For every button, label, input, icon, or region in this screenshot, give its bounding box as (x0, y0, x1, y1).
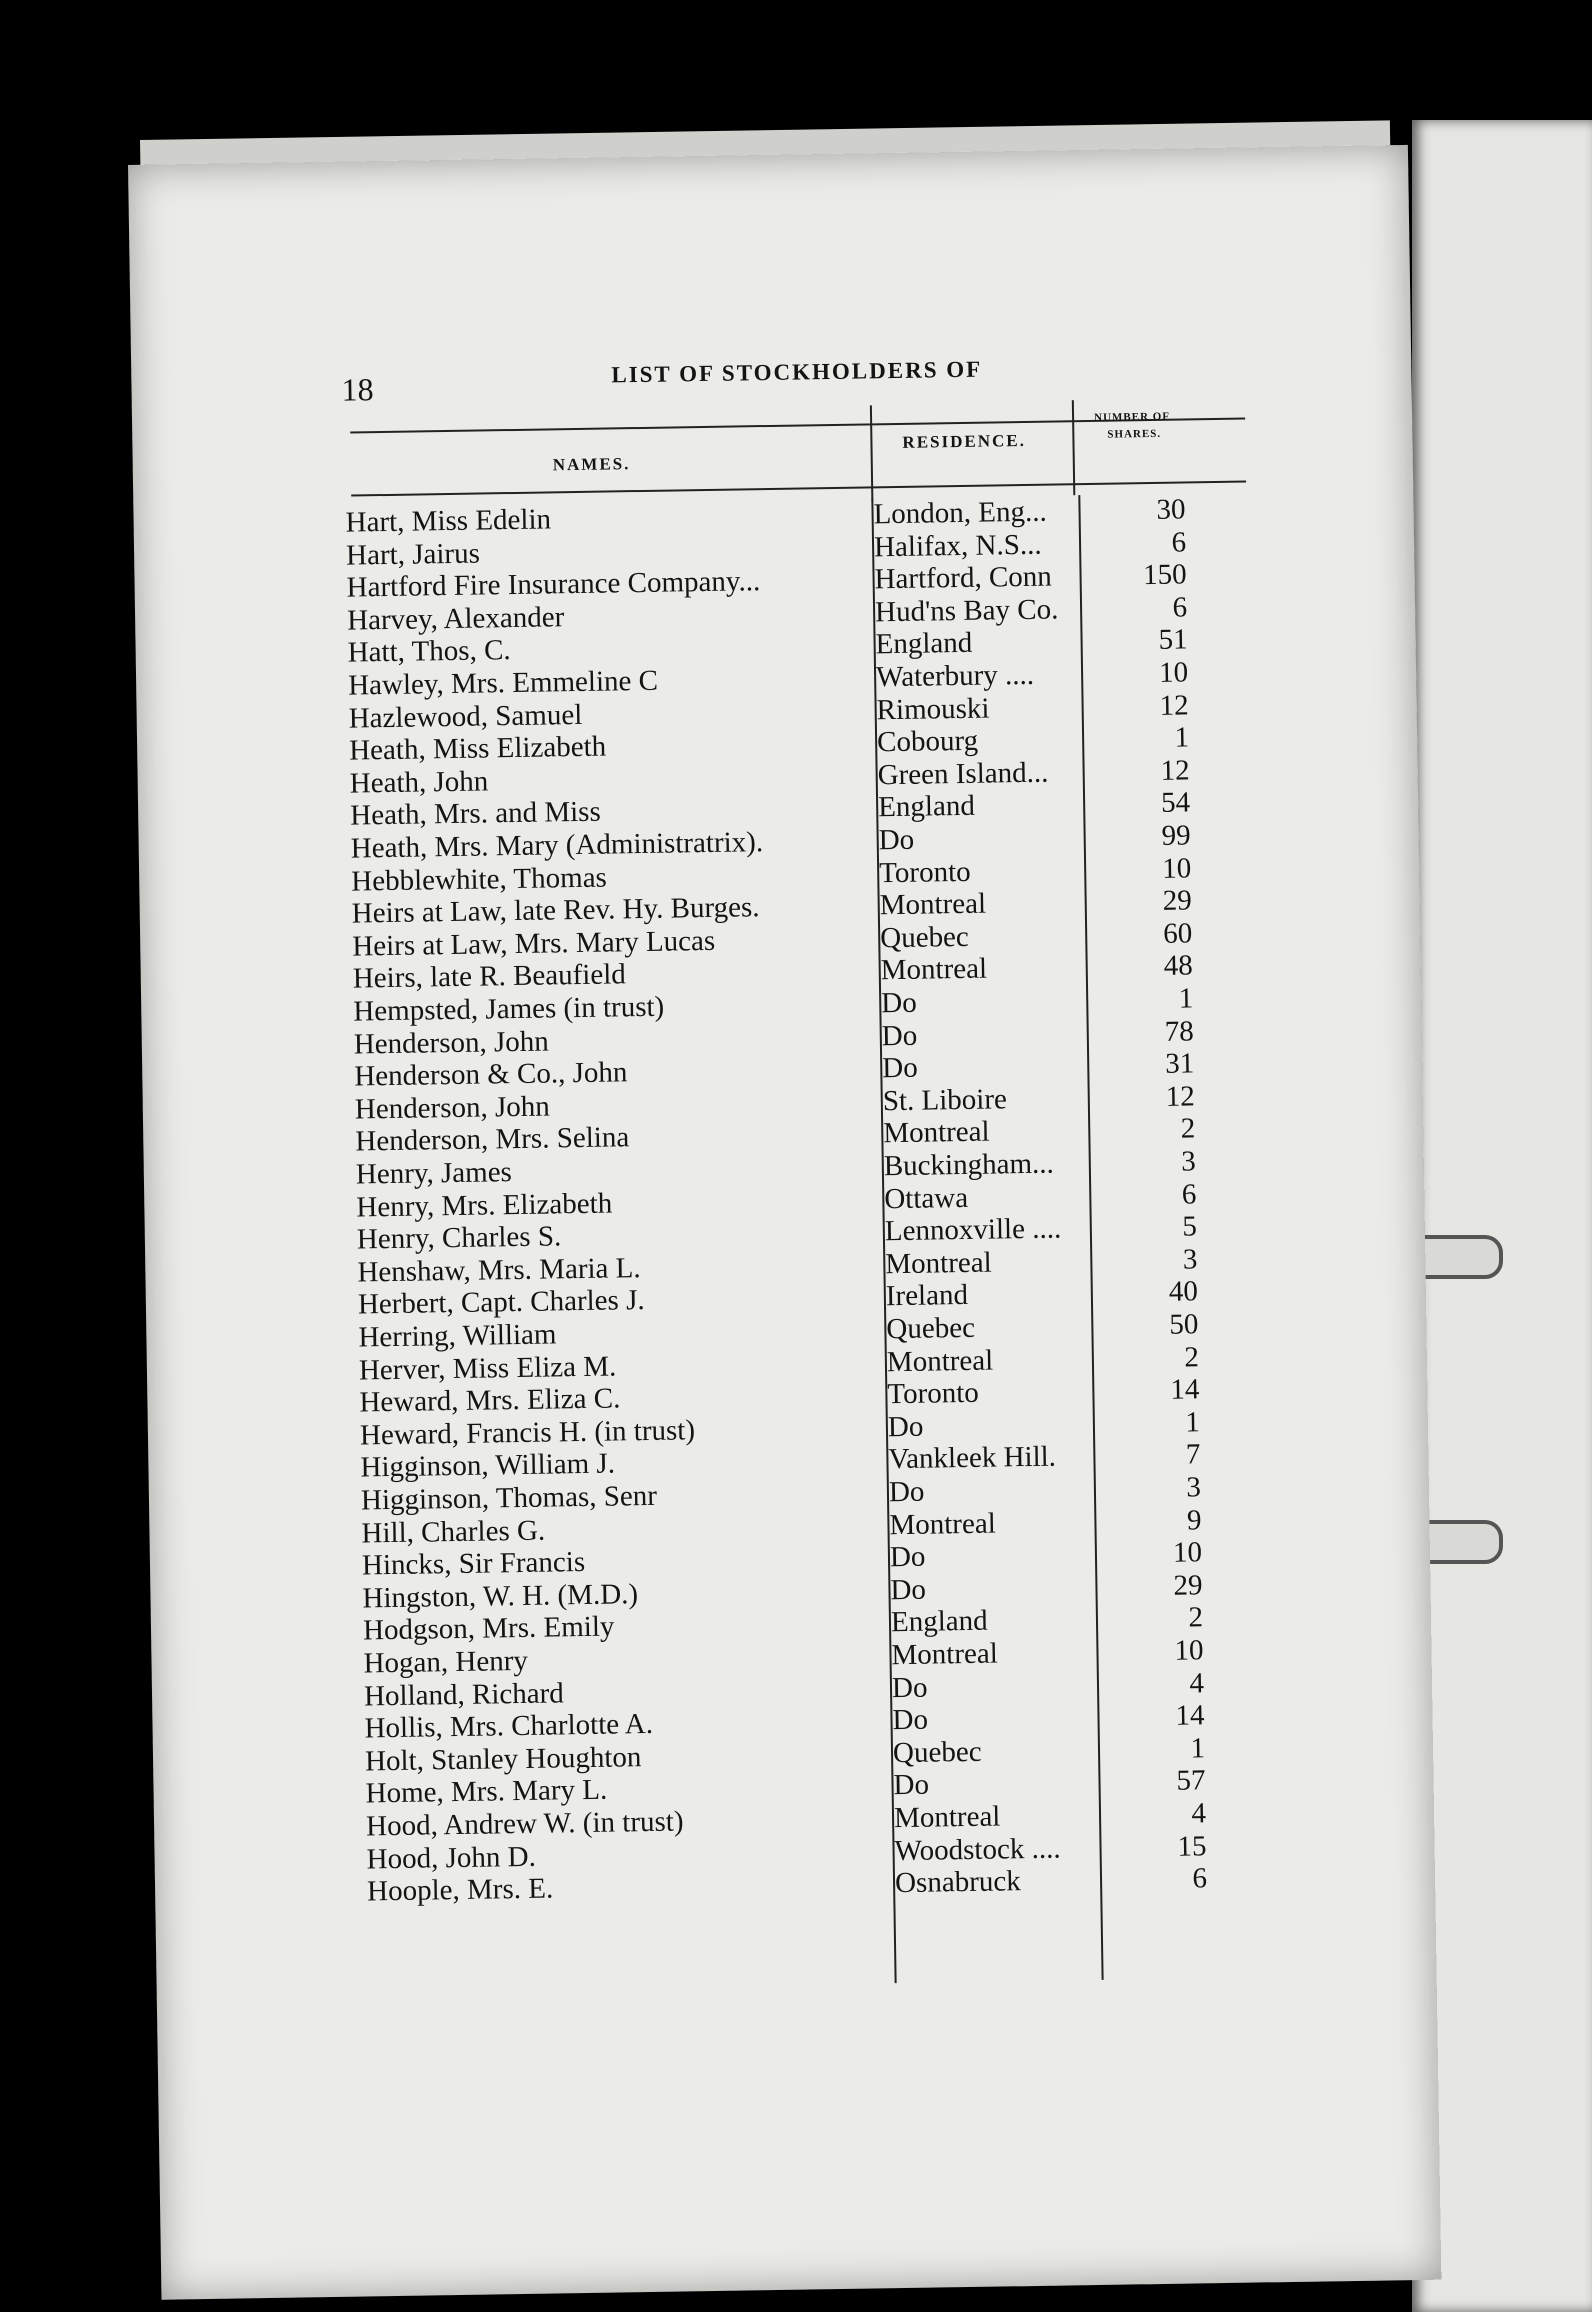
header-divider-1 (870, 405, 873, 500)
column-header-names: NAMES. (552, 454, 631, 475)
stockholder-name: Hebblewhite, Thomas (351, 861, 608, 898)
stockholder-shares: 1 (1178, 982, 1194, 1015)
stockholder-residence: Quebec (892, 1735, 982, 1769)
stockholder-name: Hatt, Thos, C. (347, 634, 511, 669)
stockholder-shares: 60 (1162, 917, 1193, 950)
stockholder-residence: Lennoxville .... (884, 1212, 1062, 1248)
stockholder-residence: Do (889, 1540, 926, 1574)
stockholder-name: Heirs at Law, Mrs. Mary Lucas (352, 924, 716, 963)
stockholder-residence: Montreal (891, 1637, 999, 1672)
stockholder-residence: Do (881, 1019, 918, 1052)
stockholder-shares: 2 (1184, 1340, 1200, 1374)
stockholder-name: Hart, Miss Edelin (345, 503, 552, 539)
stockholder-shares: 1 (1190, 1732, 1206, 1765)
stockholder-name: Heath, Mrs. Mary (Administratrix). (350, 826, 764, 865)
stockholder-shares: 12 (1165, 1080, 1196, 1113)
stockholder-name: Henderson, Mrs. Selina (355, 1121, 630, 1158)
stockholder-shares: 10 (1161, 851, 1192, 885)
stockholder-residence: Montreal (893, 1800, 1001, 1835)
stockholder-shares: 50 (1169, 1308, 1199, 1341)
stockholder-residence: Toronto (878, 855, 971, 889)
stockholder-residence: Do (891, 1671, 928, 1704)
stockholder-residence: Woodstock .... (894, 1832, 1061, 1867)
page-number: 18 (341, 371, 374, 408)
stockholder-name: Heirs at Law, late Rev. Hy. Burges. (351, 891, 760, 930)
stockholder-shares: 7 (1185, 1438, 1201, 1471)
stockholder-name: Holland, Richard (363, 1676, 565, 1713)
stockholder-shares: 10 (1174, 1634, 1204, 1667)
stockholder-shares: 78 (1164, 1014, 1194, 1048)
stockholder-shares: 15 (1177, 1829, 1207, 1863)
stockholder-residence: Quebec (886, 1311, 976, 1346)
stockholder-shares: 51 (1158, 623, 1188, 657)
stockholder-shares: 6 (1171, 526, 1187, 559)
stockholder-name: Herring, William (358, 1318, 557, 1354)
stockholder-name: Higginson, Thomas, Senr (360, 1479, 658, 1517)
stockholder-residence: Cobourg (876, 724, 979, 759)
stockholder-residence: Toronto (887, 1376, 980, 1411)
stockholder-name: Heward, Francis H. (in trust) (359, 1414, 696, 1452)
stockholder-name: Henderson, John (353, 1025, 549, 1061)
stockholder-name: Hart, Jairus (345, 537, 481, 572)
stockholder-residence: Hartford, Conn (874, 560, 1053, 596)
stockholder-shares: 12 (1159, 689, 1189, 722)
stockholder-shares: 3 (1182, 1243, 1198, 1276)
stockholder-shares: 6 (1181, 1177, 1197, 1211)
stockholder-shares: 54 (1160, 786, 1191, 820)
stockholder-shares: 150 (1142, 558, 1187, 592)
stockholder-name: Henderson, John (354, 1090, 551, 1126)
stockholder-shares: 3 (1181, 1145, 1197, 1178)
stockholder-name: Herbert, Capt. Charles J. (357, 1284, 645, 1321)
stockholder-residence: Ottawa (884, 1181, 969, 1215)
stockholder-name: Henry, James (355, 1156, 513, 1191)
stockholder-residence: Do (882, 1051, 918, 1085)
stockholder-shares: 2 (1180, 1112, 1196, 1145)
stockholder-residence: Do (878, 823, 915, 857)
document-page (128, 145, 1441, 2300)
stockholder-shares: 57 (1176, 1764, 1206, 1798)
stockholder-name: Hoople, Mrs. E. (366, 1872, 554, 1908)
stockholder-name: Hawley, Mrs. Emmeline C (347, 664, 659, 702)
stockholder-name: Hartford Fire Insurance Company... (346, 565, 761, 604)
stockholder-name: Hood, Andrew W. (in trust) (365, 1805, 684, 1843)
stockholder-residence: Hud'ns Bay Co. (874, 593, 1059, 629)
stockholder-name: Home, Mrs. Mary L. (365, 1774, 608, 1810)
stockholder-residence: England (875, 627, 973, 661)
column-header-residence: RESIDENCE. (902, 430, 1027, 452)
stockholder-name: Heath, Miss Elizabeth (348, 730, 607, 767)
stockholder-name: Hincks, Sir Francis (361, 1546, 586, 1582)
stockholder-shares: 9 (1186, 1503, 1202, 1537)
stockholder-residence: Quebec (879, 920, 970, 955)
stockholder-residence: Waterbury .... (875, 658, 1035, 694)
stockholder-residence: London, Eng... (873, 495, 1047, 531)
stockholder-shares: 6 (1172, 591, 1188, 624)
stockholder-shares: 40 (1168, 1275, 1199, 1309)
stockholder-shares: 31 (1164, 1047, 1195, 1081)
stockholder-shares: 48 (1163, 949, 1193, 983)
stockholder-name: Henderson & Co., John (354, 1056, 628, 1093)
stockholder-name: Hogan, Henry (363, 1644, 529, 1680)
stockholder-shares: 1 (1174, 721, 1190, 754)
stockholder-shares: 5 (1182, 1210, 1198, 1243)
stockholder-shares: 3 (1186, 1471, 1202, 1504)
stockholder-shares: 10 (1172, 1536, 1203, 1569)
stockholder-residence: Do (892, 1703, 929, 1737)
stockholder-name: Hempsted, James (in trust) (353, 990, 665, 1028)
column-header-shares-line1: NUMBER OF (1093, 410, 1171, 424)
stockholder-name: Henry, Mrs. Elizabeth (356, 1187, 613, 1224)
stockholder-name: Hazlewood, Samuel (348, 698, 583, 735)
stockholder-residence: Do (890, 1573, 927, 1606)
stockholder-shares: 10 (1158, 656, 1189, 689)
page-title: LIST OF STOCKHOLDERS OF (611, 356, 983, 388)
stockholder-name: Heward, Mrs. Eliza C. (359, 1382, 621, 1419)
stockholder-residence: Rimouski (876, 692, 990, 726)
stockholder-name: Hood, John D. (366, 1840, 537, 1876)
stockholder-residence: Montreal (879, 887, 987, 922)
stockholder-name: Hill, Charles G. (361, 1514, 546, 1550)
stockholder-name: Holt, Stanley Houghton (364, 1740, 642, 1778)
stockholder-residence: Do (893, 1769, 930, 1802)
stockholder-residence: Green Island... (877, 756, 1049, 792)
stockholder-shares: 4 (1191, 1797, 1207, 1830)
stockholder-name: Heath, John (349, 765, 489, 800)
stockholder-residence: Vankleek Hill. (888, 1440, 1057, 1476)
stockholder-residence: St. Liboire (882, 1083, 1008, 1118)
stockholder-shares: 14 (1170, 1373, 1200, 1406)
stockholder-shares: 1 (1185, 1406, 1201, 1439)
stockholder-name: Henshaw, Mrs. Maria L. (357, 1251, 641, 1289)
stockholder-residence: Ireland (885, 1279, 969, 1313)
stockholder-shares: 12 (1160, 754, 1190, 787)
stockholder-shares: 14 (1175, 1699, 1205, 1732)
stockholder-residence: Buckingham... (883, 1147, 1055, 1183)
stockholder-residence: Halifax, N.S... (873, 528, 1042, 563)
stockholder-residence: Montreal (889, 1507, 997, 1541)
stockholder-residence: England (890, 1605, 988, 1639)
stockholder-name: Higginson, William J. (360, 1447, 616, 1484)
column-header-shares-line2: SHARES. (1107, 427, 1162, 441)
stockholder-name: Heath, Mrs. and Miss (350, 796, 601, 832)
header-divider-2 (1072, 400, 1075, 495)
stockholder-name: Hodgson, Mrs. Emily (362, 1610, 615, 1647)
stockholder-name: Heirs, late R. Beaufield (352, 958, 627, 995)
stockholder-shares: 99 (1161, 819, 1191, 852)
stockholder-name: Harvey, Alexander (346, 601, 565, 637)
stockholder-residence: England (877, 790, 976, 824)
stockholder-shares: 6 (1192, 1862, 1208, 1895)
stockholder-shares: 30 (1156, 493, 1186, 526)
stockholder-residence: Osnabruck (894, 1865, 1021, 1900)
stockholder-name: Henry, Charles S. (356, 1220, 562, 1256)
stockholder-residence: Montreal (885, 1246, 992, 1281)
stockholder-residence: Montreal (880, 952, 988, 987)
stockholder-residence: Montreal (883, 1115, 990, 1150)
stockholder-residence: Do (881, 986, 917, 1020)
stockholder-shares: 29 (1162, 884, 1192, 918)
stockholder-name: Hollis, Mrs. Charlotte A. (364, 1708, 654, 1745)
stockholder-shares: 2 (1188, 1601, 1204, 1634)
stockholder-residence: Do (887, 1410, 924, 1444)
stockholder-residence: Do (888, 1475, 925, 1509)
stockholder-name: Hingston, W. H. (M.D.) (362, 1577, 639, 1615)
stockholder-residence: Montreal (886, 1344, 994, 1378)
facing-page-edge (1412, 120, 1592, 2312)
stockholder-name: Herver, Miss Eliza M. (358, 1350, 617, 1387)
stockholder-shares: 4 (1189, 1666, 1205, 1700)
stockholder-shares: 29 (1173, 1569, 1203, 1602)
